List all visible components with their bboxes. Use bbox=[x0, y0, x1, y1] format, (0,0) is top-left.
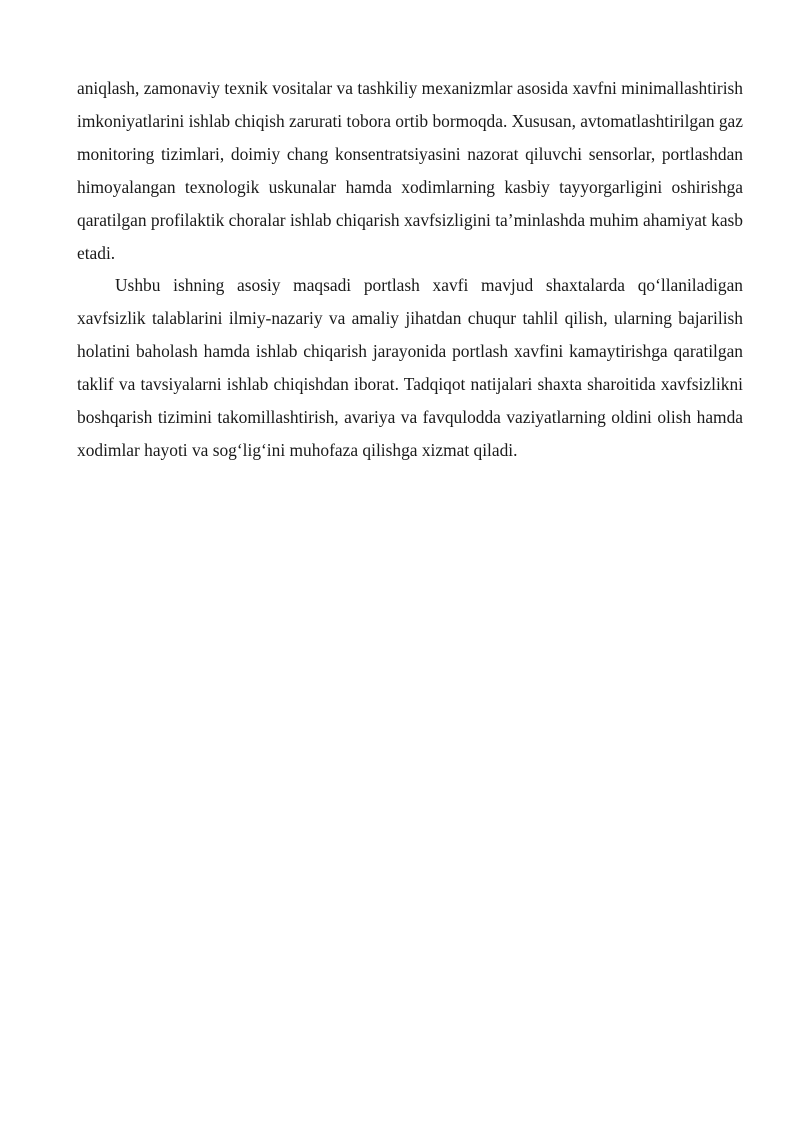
body-text bbox=[77, 72, 743, 467]
paragraph-purpose: Ushbu ishning asosiy maqsadi portlash xavfi mavjud shaxtalarda qo‘llaniladigan xavfsizlik talablarini ilmiy-nazariy va amaliy jihatdan chuqur tahlil qilish, ularning bajarilish holatini baholash hamda ishlab chiqarish jarayonida portlash xavfini kamaytirishga qaratilgan taklif va tavsiyalarni ishlab chiqishdan iborat. Tadqiqot natijalari shaxta sharoitida xavfsizlikni boshqarish tizimini takomillashtirish, avariya va favqulodda vaziyatlarning oldini olish hamda xodimlar hayoti va sog‘lig‘ini muhofaza qilishga xizmat qiladi. bbox=[77, 275, 743, 460]
paragraph-continuation: aniqlash, zamonaviy texnik vositalar va tashkiliy mexanizmlar asosida xavfni minimallashtirish imkoniyatlarini ishlab chiqish zarurati tobora ortib bormoqda. Xususan, avtomatlashtirilgan gaz monitoring tizimlari, doimiy chang konsentratsiyasini nazorat qiluvchi sensorlar, portlashdan himoyalangan texnologik uskunalar hamda xodimlarning kasbiy tayyorgarligini oshirishga qaratilgan profilaktik choralar ishlab chiqarish xavfsizligini ta’minlashda muhim ahamiyat kasb etadi. bbox=[77, 78, 743, 263]
